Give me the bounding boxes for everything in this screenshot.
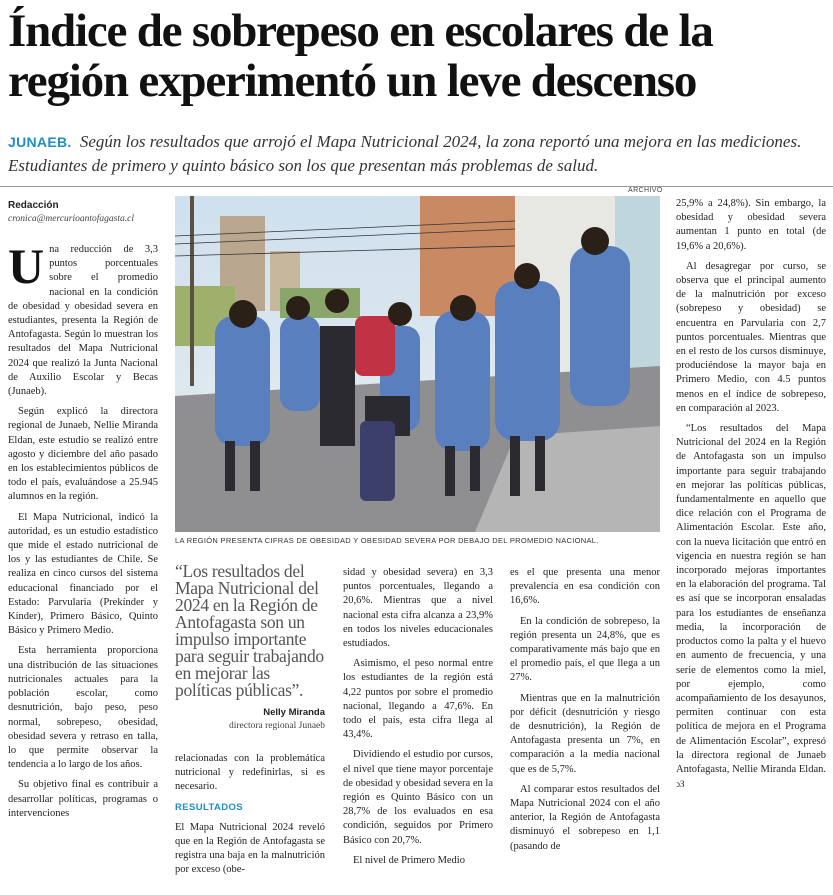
paragraph: 25,9% a 24,8%). Sin embargo, la obesidad y obesidad severa aumentan 1 punto en total (de 19,6% a 20,6%). <box>676 198 826 252</box>
article-column-3 <box>343 566 493 893</box>
paragraph: sidad y obesidad severa) en 3,3 puntos porcentuales, llegando a 20,6%. Mientras que a nivel nacional esta cifra alcanza a 23,9% en todos los niveles educacionales estudiados. <box>343 567 493 650</box>
section-divider <box>0 186 833 187</box>
paragraph: Al comparar estos resultados del Mapa Nutricional 2024 con el año anterior, la Región de Antofagasta disminuyó el sobrepeso en 1,1 (pasando de <box>510 783 660 852</box>
paragraph: “Los resultados del Mapa Nutricional del 2024 en la Región de Antofagasta son un impulso importante para seguir trabajando en mejorar las políticas públicas, fundamentalmente en aquello que dice relación con el Programa de Alimentación Escolar. Este año, con la nueva licitación que entró en vigencia en nuestra región se han incorporado mejoras importantes en la elaboración del programa. Tal es así que se incorporan ensaladas para los estudiantes de enseñanza media, la incorporación de productos como la palta y el huevo en aumento de frecuencia, y una serie de elementos como la miel, por ejemplo, como acompañamiento de los desayunos, permiten continuar con esta política de mejora en el Programa de Alimentación Escolar”, expresó la directora regional de Junaeb Antofagasta, Nellie Miranda Eldan. ↄЗ <box>676 423 826 790</box>
headline: Índice de sobrepeso en escolares de la región experimentó un leve descenso <box>8 5 713 107</box>
paragraph: Dividiendo el estudio por cursos, el nivel que tiene mayor porcentaje de obesidad y obesidad severa en la región es Quinto Básico con un 28,7% de los evaluados en esa condición, seguidos por Primero Básico con 20,7%. <box>343 749 493 846</box>
paragraph: Su objetivo final es contribuir a desarrollar políticas, programas o intervenciones <box>8 779 158 819</box>
paragraph: Mientras que en la malnutrición por déficit (desnutrición y riesgo de desnutrición), la Región de Antofagasta presenta un 7%, en comparación a la media nacional que es de 5,7%. <box>510 692 660 775</box>
byline-email[interactable]: cronica@mercurioantofagasta.cl <box>8 214 134 224</box>
paragraph: Al desagregar por curso, se observa que el principal aumento de la malnutrición por exceso (sobrepeso y obesidad) se encuentra en Parvularia con 2,7 puntos porcentuales. Mientras que en el resto de los cursos disminuye, produciéndose la mayor baja en Primero Medio, con 4.5 puntos menos en el índice de sobrepeso, en comparación al 2023. <box>676 260 826 414</box>
pull-quote: “Los resultados del Mapa Nutricional del 2024 en la Región de Antofagasta son un impulso importante para seguir trabajando en mejorar las políticas públicas”. <box>175 561 324 700</box>
paragraph: En la condición de sobrepeso, la región presenta un 24,8%, que es comparativamente más bajo que en el promedio país, el que llega a un 27%. <box>510 615 660 684</box>
drop-cap: U <box>8 243 45 294</box>
article-column-2 <box>175 752 325 893</box>
paragraph: es el que presenta una menor prevalencia en esa condición con 16,6%. <box>510 567 660 607</box>
paragraph: Esta herramienta proporciona una distribución de las situaciones nutricionales actuales para la población escolar, como desnutrición, bajo peso, peso normal, sobrepeso, obesidad, obesidad severa y retraso en talla, lo que permite observar la tendencia a lo largo de los años. <box>8 645 158 771</box>
lead-text: Según los resultados que arrojó el Mapa Nutricional 2024, la zona reportó una mejora en las mediciones. Estudiantes de primero y quinto básico son los que presentan más problemas de salud. <box>8 132 802 175</box>
article-column-1 <box>8 243 158 893</box>
photo-caption: LA REGIÓN PRESENTA CIFRAS DE OBESIDAD Y OBESIDAD SEVERA POR DEBAJO DEL PROMEDIO NACIONAL. <box>175 536 599 545</box>
paragraph: El Mapa Nutricional 2024 reveló que en la Región de Antofagasta se registra una baja en la malnutrición por exceso (obe- <box>175 821 325 876</box>
article-column-4 <box>510 566 660 893</box>
paragraph: Asimismo, el peso normal entre los estudiantes de la región está 4,22 puntos por sobre el promedio nacional, llegando a 47,6%. En todo el país, esta cifra llega al 43,4%. <box>343 658 493 741</box>
pull-quote-author: Nelly Miranda <box>263 707 325 718</box>
paragraph: Una reducción de 3,3 puntos porcentuales sobre el promedio nacional en la condición de obesidad y obesidad severa en estudiantes, presenta la Región de Antofagasta. Según lo muestran los resultados del Mapa Nutricional 2024 que realizó la Junta Nacional de Auxilio Escolar y Becas (Junaeb). <box>8 243 158 398</box>
byline-name: Redacción <box>8 200 59 211</box>
kicker-label: JUNAEB. <box>8 134 72 150</box>
photo-credit: ARCHIVO <box>628 187 663 194</box>
lead-paragraph <box>8 130 828 177</box>
paragraph: El Mapa Nutricional, indicó la autoridad, es un estudio estadístico que mide el estado nutricional de los y las estudiantes de Chile. Se realiza en cinco cursos del sistema educacional financiado por el Estado: Parvularia (Prekínder y Kínder), Primero Básico, Quinto Básico y Primero Medio. <box>8 511 158 637</box>
end-mark-icon: ↄЗ <box>676 779 685 790</box>
paragraph: relacionadas con la problemática nutricional y redefinirlas, si es necesario. <box>175 753 325 793</box>
paragraph: Según explicó la directora regional de Junaeb, Nellie Miranda Eldan, este estudio se realizó entre agosto y diciembre del año pasado en los establecimientos públicos de todo el país, evaluándose a 25.945 alumnos en la región. <box>8 406 158 503</box>
paragraph: El nivel de Primero Medio <box>353 854 465 866</box>
article-column-5 <box>676 197 826 893</box>
schoolchildren-photo <box>175 196 660 532</box>
section-subhead: RESULTADOS <box>175 801 244 813</box>
photo-illustration <box>175 196 660 532</box>
pull-quote-role: directora regional Junaeb <box>228 721 325 731</box>
